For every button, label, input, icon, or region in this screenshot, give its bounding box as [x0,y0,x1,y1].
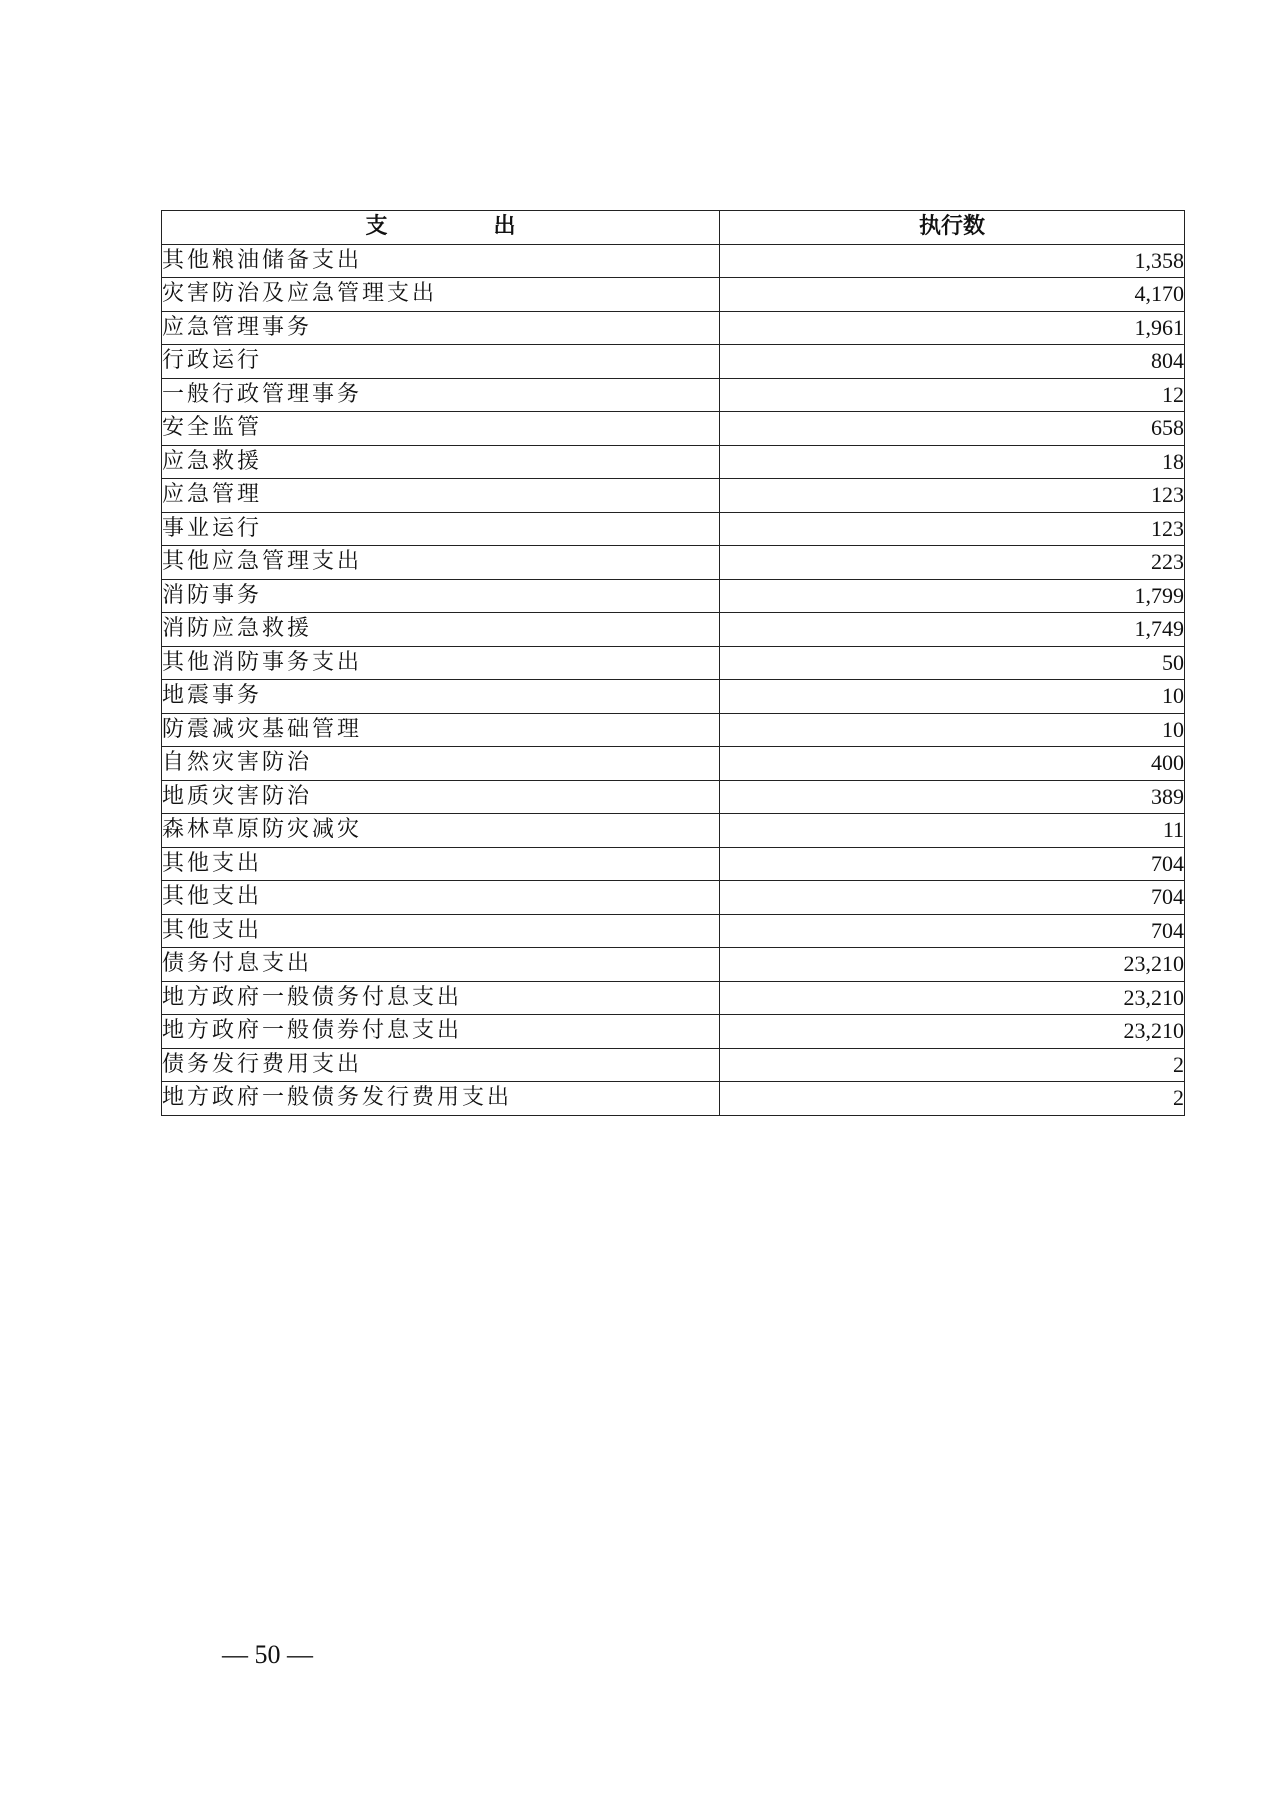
item-header-right-char: 出 [493,214,516,240]
table-row [162,512,1185,546]
row-item-label: 应急管理 [162,479,720,513]
row-amount: 18 [720,445,1185,479]
table-row [162,244,1185,278]
row-amount: 11 [720,814,1185,848]
row-item-label: 应急管理事务 [162,311,720,345]
table-row [162,412,1185,446]
row-item-label: 其他消防事务支出 [162,646,720,680]
table-row [162,747,1185,781]
row-item-label: 其他支出 [162,881,720,915]
row-amount: 1,358 [720,244,1185,278]
table-row [162,780,1185,814]
table-row [162,1048,1185,1082]
row-amount: 704 [720,881,1185,915]
row-amount: 12 [720,378,1185,412]
table-row [162,847,1185,881]
row-item-label: 地质灾害防治 [162,780,720,814]
table-row [162,278,1185,312]
row-item-label: 债务发行费用支出 [162,1048,720,1082]
header-row [162,211,1185,245]
row-item-label: 地方政府一般债务付息支出 [162,981,720,1015]
item-header-left-char: 支 [365,214,388,240]
row-item-label: 森林草原防灾减灾 [162,814,720,848]
row-item-label: 事业运行 [162,512,720,546]
table-row [162,1015,1185,1049]
row-item-label: 一般行政管理事务 [162,378,720,412]
row-item-label: 防震减灾基础管理 [162,713,720,747]
row-item-label: 自然灾害防治 [162,747,720,781]
table-row [162,814,1185,848]
table-row [162,713,1185,747]
row-amount: 704 [720,914,1185,948]
row-amount: 400 [720,747,1185,781]
row-item-label: 地震事务 [162,680,720,714]
row-amount: 23,210 [720,948,1185,982]
table-row [162,646,1185,680]
row-amount: 658 [720,412,1185,446]
item-column-header [162,211,720,245]
table-row [162,613,1185,647]
row-amount: 50 [720,646,1185,680]
row-amount: 1,749 [720,613,1185,647]
row-item-label: 安全监管 [162,412,720,446]
row-amount: 804 [720,345,1185,379]
expenditure-table [161,210,1185,1116]
amount-column-header: 执行数 [720,211,1185,245]
row-item-label: 应急救援 [162,445,720,479]
row-item-label: 其他应急管理支出 [162,546,720,580]
table-row [162,981,1185,1015]
table-row [162,881,1185,915]
row-amount: 1,961 [720,311,1185,345]
row-amount: 23,210 [720,981,1185,1015]
row-item-label: 消防事务 [162,579,720,613]
table-row [162,311,1185,345]
row-amount: 389 [720,780,1185,814]
table-row [162,546,1185,580]
table-header [162,211,1185,245]
row-amount: 1,799 [720,579,1185,613]
row-item-label: 其他支出 [162,847,720,881]
table-row [162,579,1185,613]
table-row [162,914,1185,948]
row-item-label: 地方政府一般债务发行费用支出 [162,1082,720,1116]
row-amount: 2 [720,1048,1185,1082]
table-row [162,1082,1185,1116]
row-amount: 10 [720,680,1185,714]
table-row [162,479,1185,513]
row-item-label: 行政运行 [162,345,720,379]
row-amount: 4,170 [720,278,1185,312]
row-amount: 10 [720,713,1185,747]
row-item-label: 其他粮油储备支出 [162,244,720,278]
row-amount: 123 [720,512,1185,546]
row-item-label: 灾害防治及应急管理支出 [162,278,720,312]
table-row [162,680,1185,714]
row-amount: 704 [720,847,1185,881]
table-row [162,948,1185,982]
page-number: — 50 — [222,1640,313,1669]
row-item-label: 其他支出 [162,914,720,948]
row-amount: 123 [720,479,1185,513]
row-item-label: 地方政府一般债券付息支出 [162,1015,720,1049]
row-amount: 223 [720,546,1185,580]
table-row [162,445,1185,479]
table-row [162,378,1185,412]
row-item-label: 消防应急救援 [162,613,720,647]
row-amount: 23,210 [720,1015,1185,1049]
table-row [162,345,1185,379]
row-item-label: 债务付息支出 [162,948,720,982]
row-amount: 2 [720,1082,1185,1116]
table-body [162,244,1185,1115]
